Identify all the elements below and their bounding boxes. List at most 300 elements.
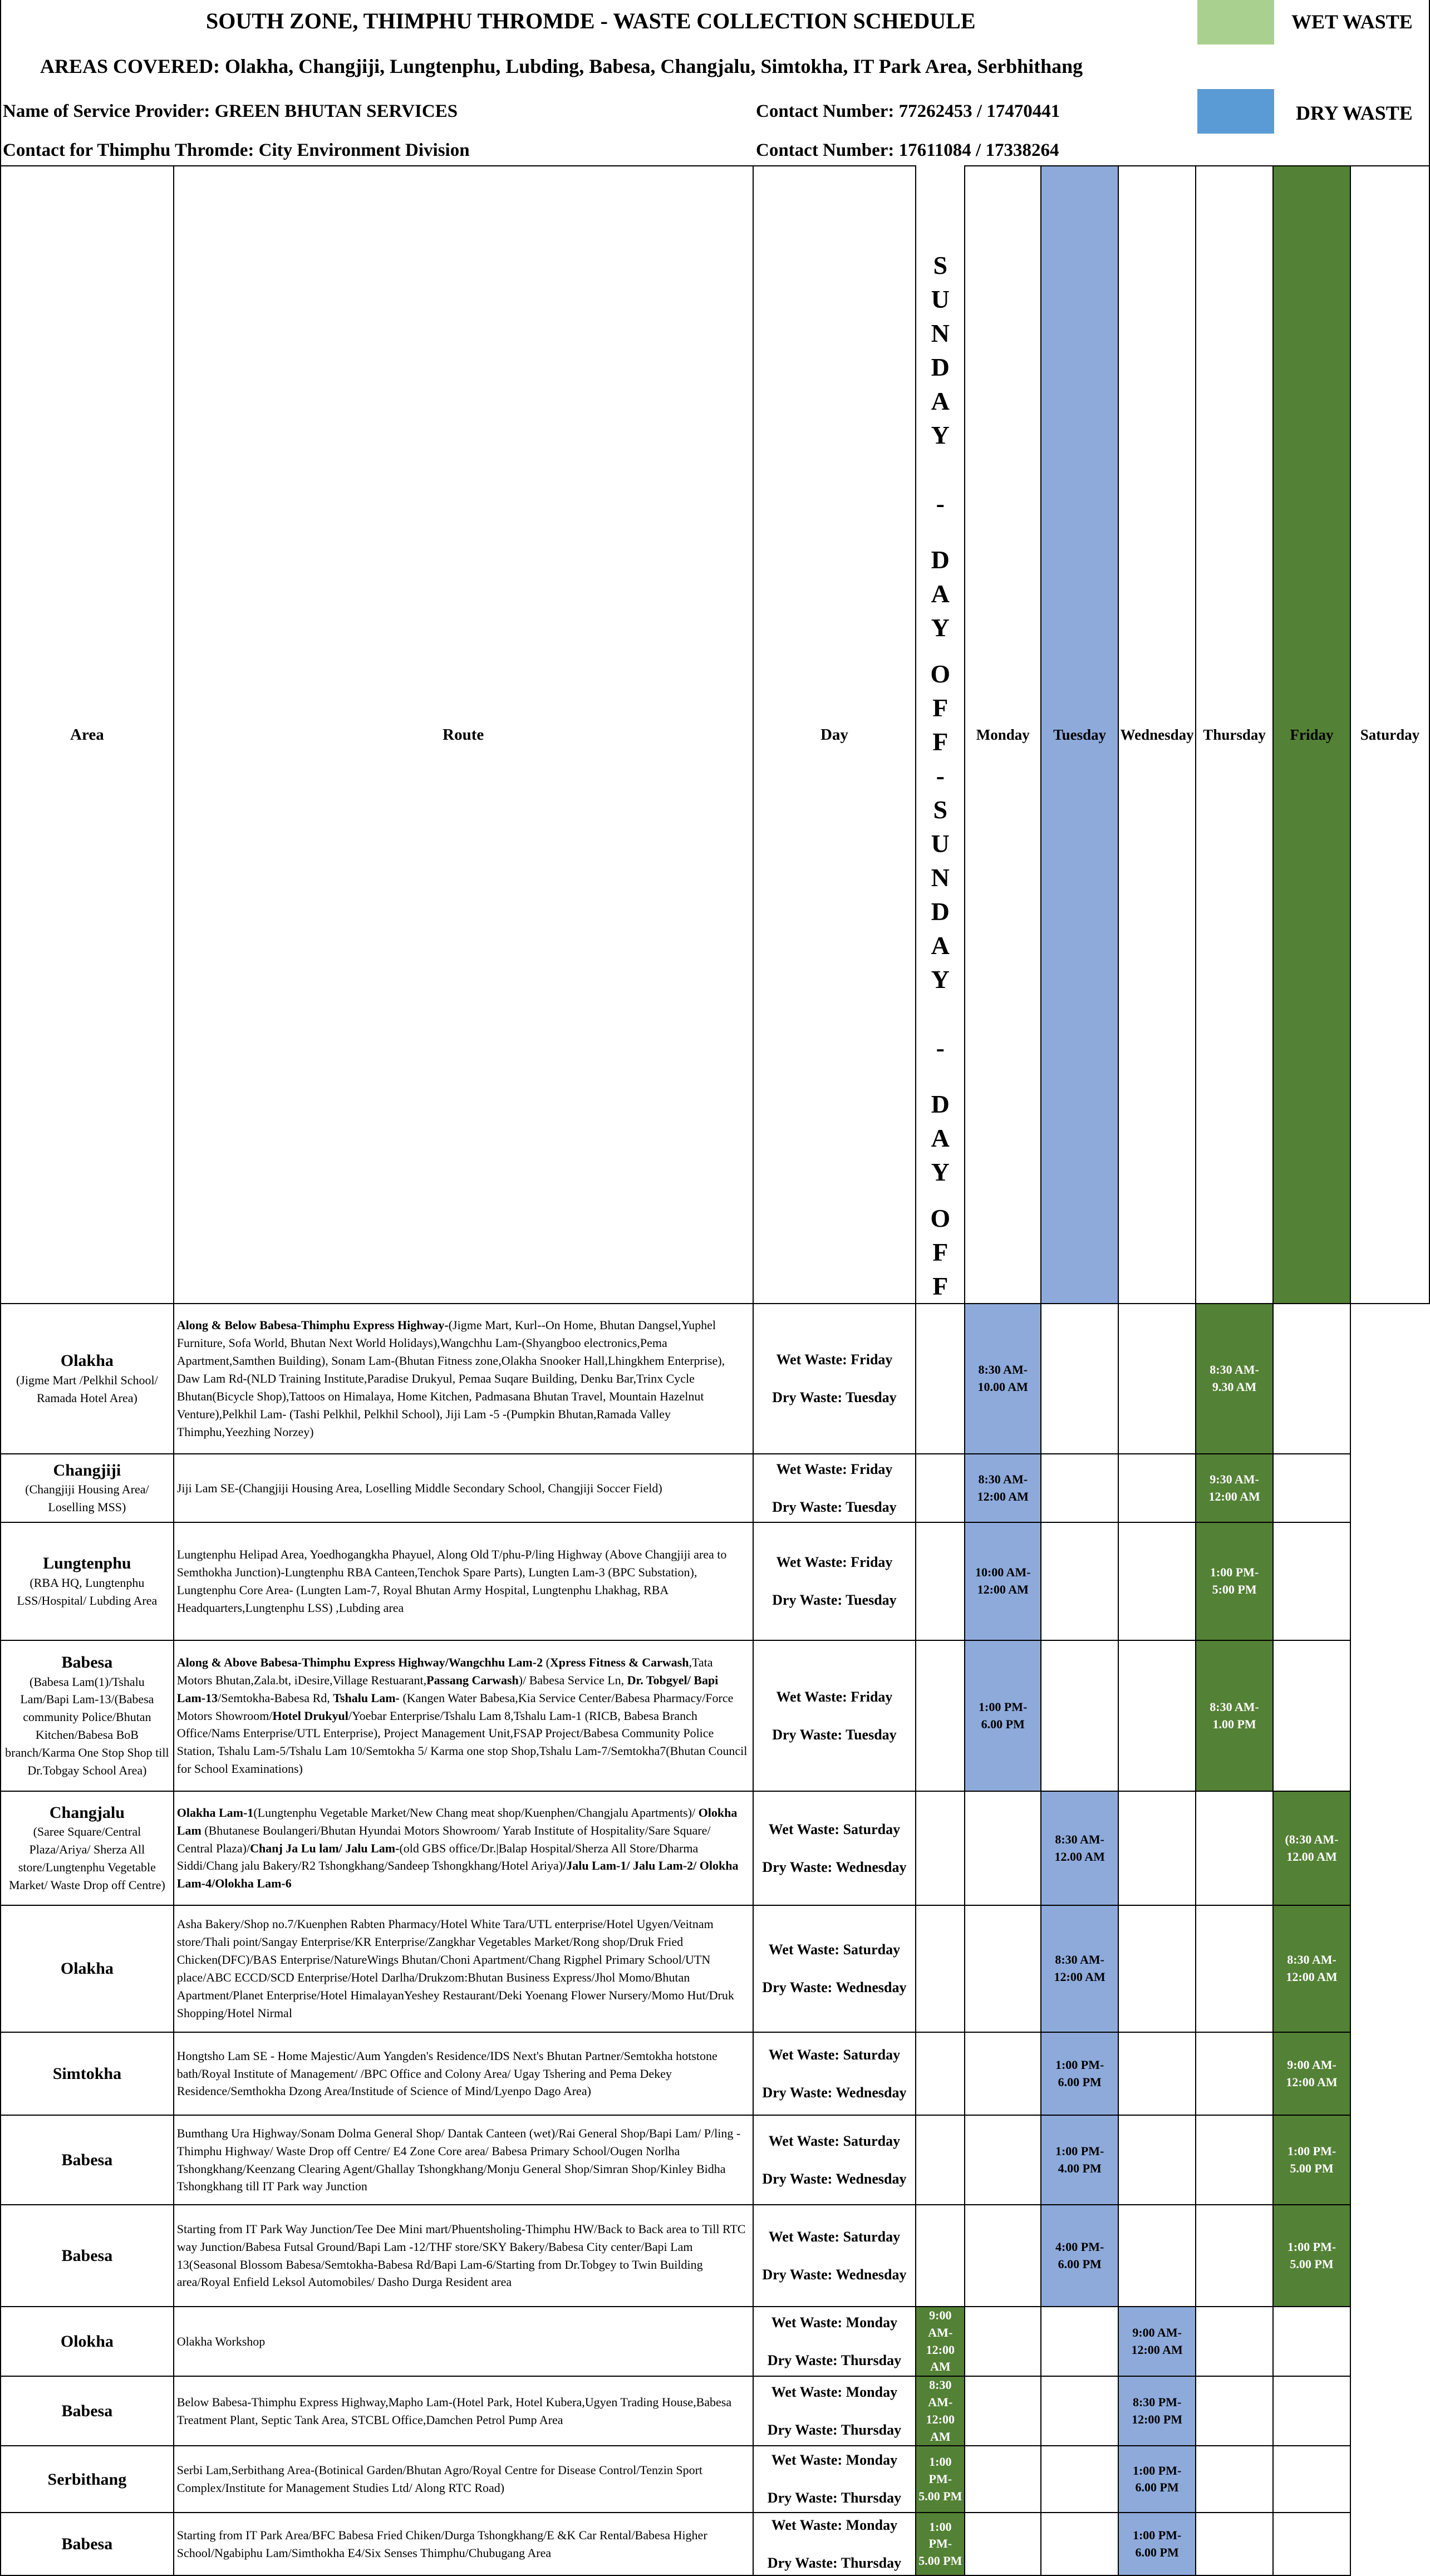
time-slot-monday (916, 1905, 965, 2032)
time-slot-text: 12:00 AM (1286, 2074, 1338, 2089)
time-slot-saturday (1273, 2307, 1350, 2376)
collection-day-cell (753, 1791, 916, 1905)
time-slot-tuesday (965, 2376, 1041, 2446)
route-text: /Semtokha-Babesa Rd, (218, 1690, 333, 1705)
area-cell (1, 2115, 174, 2205)
sunday-banner-letter: D (931, 897, 950, 926)
sunday-banner-letter: U (931, 829, 950, 858)
collection-day-cell (753, 2513, 916, 2575)
area-detail: (Saree Square/Central Plaza/Ariya/ Sherza All store/Lungtenphu Vegetable Market/ Waste Drop off Centre) (8, 1825, 165, 1892)
area-cell (1, 2376, 174, 2446)
time-slot-text: 1:00 PM- (1210, 1565, 1259, 1580)
route-text: Below Babesa-Thimphu Express Highway,Mapho Lam-(Hotel Park, Hotel Kubera,Ugyen Trading House,Babesa Treatment Plant, Septic Tank Area, STCBL Office,Damchen Petrol Pump Area (176, 2395, 732, 2427)
time-slot-tuesday (965, 1522, 1041, 1640)
route-text: /Jalu Lam-1/ Jalu Lam-2/ Olokha Lam-4/Olokha Lam-6 (176, 1859, 739, 1891)
route-text: Chanj Ja Lu lam/ Jalu Lam- (250, 1841, 400, 1855)
time-slot-text: 5:00 PM (1212, 1582, 1257, 1596)
wet-waste-day: Wet Waste: Saturday (768, 2132, 901, 2149)
collection-day-cell (753, 1304, 916, 1454)
route-text: Along & Above Babesa-Thimphu Express Highway/Wangchhu Lam-2 (176, 1655, 543, 1669)
time-slot-text: 6.00 PM (981, 1717, 1025, 1731)
wet-waste-day: Wet Waste: Saturday (768, 1821, 901, 1837)
time-slot-text: 1:00 PM- (1055, 2144, 1104, 2158)
sunday-banner-letter: S (933, 795, 948, 824)
time-slot-saturday (1273, 2032, 1350, 2115)
time-slot-text: 12.00 AM (1054, 1849, 1105, 1864)
time-slot-wednesday (1041, 2446, 1118, 2513)
time-slot-text: 12:00 AM (1286, 1970, 1338, 1984)
route-text: Hotel Drukyul (272, 1708, 348, 1723)
time-slot-saturday (1273, 2205, 1350, 2307)
table-row (1, 2446, 1429, 2513)
frame-left (0, 0, 1, 166)
time-slot-wednesday (1041, 2307, 1118, 2376)
time-slot-friday (1196, 2446, 1273, 2513)
time-slot-tuesday (965, 1791, 1041, 1905)
area-name: Babesa (61, 2535, 113, 2554)
column-header-day: Day (753, 166, 916, 1304)
sunday-banner-letter: - (936, 1034, 945, 1062)
time-slot-thursday (1118, 1905, 1196, 2032)
route-text: Xpress Fitness & Carwash (549, 1655, 689, 1669)
time-slot-text: 1:00 PM- (979, 1699, 1028, 1714)
time-slot-wednesday (1041, 2032, 1118, 2115)
column-header-friday: Friday (1273, 166, 1350, 1304)
dry-waste-legend-label: DRY WASTE (1296, 102, 1413, 124)
wet-waste-day: Wet Waste: Friday (776, 1688, 893, 1705)
sunday-banner-letter: Y (931, 421, 950, 449)
time-slot-friday (1196, 2032, 1273, 2115)
dry-waste-day: Dry Waste: Wednesday (762, 2084, 907, 2101)
route-text: Starting from IT Park Way Junction/Tee Dee Mini mart/Phuentsholing-Thimphu HW/Back to Back area to Till RTC way Junction/Babesa Futsal Ground/Bapi Lam -12/THF store/SKY Bakery/Babesa City center/Bapi Lam 13(Seasonal Blossom Babesa/Semtokha-Babesa Rd/Bapi Lam-6/Starting from Dr.Tobgey to Twin Building area/Royal Enfield Leksol Automobiles/ Dasho Durga Resident area (176, 2221, 746, 2289)
area-name: Babesa (61, 2246, 113, 2265)
sunday-banner-letter: - (936, 489, 945, 518)
time-slot-wednesday (1041, 1304, 1118, 1454)
dry-waste-day: Dry Waste: Thursday (767, 2421, 902, 2438)
route-cell (174, 2513, 753, 2575)
time-slot-text: 1.00 PM (1212, 1717, 1256, 1731)
time-slot-tuesday (965, 1905, 1041, 2032)
sunday-banner-letter: U (931, 285, 950, 313)
sunday-banner-letter: N (931, 863, 950, 892)
collection-day-cell (753, 2032, 916, 2115)
area-name: Olakha (60, 1959, 114, 1978)
route-cell (174, 1522, 753, 1640)
time-slot-thursday (1118, 2307, 1196, 2376)
time-slot-wednesday (1041, 1791, 1118, 1905)
column-header-tuesday: Tuesday (1041, 166, 1118, 1304)
time-slot-saturday (1273, 2513, 1350, 2575)
time-slot-saturday (1273, 2446, 1350, 2513)
time-slot-text: 5.00 PM (918, 2489, 962, 2503)
time-slot-text: 9.30 AM (1212, 1380, 1257, 1394)
time-slot-text: 9:00 AM- (1132, 2325, 1182, 2339)
column-header-thursday: Thursday (1196, 166, 1273, 1304)
table-row (1, 2513, 1429, 2575)
wet-waste-day: Wet Waste: Friday (776, 1461, 893, 1477)
time-slot-wednesday (1041, 1522, 1118, 1640)
time-slot-text: 1:00 PM- (1287, 2239, 1336, 2254)
collection-day-cell (753, 1640, 916, 1791)
collection-day-cell (753, 2205, 916, 2307)
collection-day-cell (753, 2446, 916, 2513)
service-provider-contact: Contact Number: 77262453 / 17470441 (756, 101, 1060, 121)
area-cell (1, 2307, 174, 2376)
time-slot-text: 10.00 AM (977, 1380, 1028, 1394)
wet-waste-day: Wet Waste: Monday (771, 2452, 898, 2469)
sunday-banner-letter: A (931, 579, 950, 608)
area-name: Simtokha (52, 2064, 122, 2083)
time-slot-saturday (1273, 2115, 1350, 2205)
dry-waste-day: Dry Waste: Tuesday (772, 1389, 897, 1405)
sunday-banner-letter: A (931, 931, 950, 960)
dry-waste-day: Dry Waste: Tuesday (772, 1498, 897, 1515)
time-slot-text: 6.00 PM (1135, 2545, 1179, 2559)
route-text: (old GBS office/Dr.|Balap Hospital/Sherza All Store/Dharma Siddi/Chang jalu Bakery/R2 Tshongkhang/Sandeep Tshongkhang/Hotel Ariya) (176, 1841, 699, 1873)
time-slot-wednesday (1041, 2205, 1118, 2307)
time-slot-text: 8:30 AM- (978, 1472, 1028, 1486)
route-text: )/ Babesa Service Ln, (518, 1673, 627, 1687)
wet-waste-day: Wet Waste: Friday (776, 1554, 893, 1570)
time-slot-tuesday (965, 2513, 1041, 2575)
time-slot-thursday (1118, 1640, 1196, 1791)
time-slot-tuesday (965, 2446, 1041, 2513)
time-slot-text: 12:00 AM (926, 2342, 955, 2374)
time-slot-text: 1:00 PM- (1055, 2057, 1104, 2072)
service-provider: Name of Service Provider: GREEN BHUTAN SERVICES (3, 101, 458, 121)
table-row (1, 2205, 1429, 2307)
area-cell (1, 2513, 174, 2575)
time-slot-wednesday (1041, 2513, 1118, 2575)
time-slot-text: 10:00 AM- (975, 1565, 1031, 1580)
wet-waste-day: Wet Waste: Monday (771, 2383, 898, 2400)
sunday-banner-letter: S (933, 251, 948, 279)
table-row (1, 1905, 1429, 2032)
areas-covered: AREAS COVERED: Olakha, Changjiji, Lungtenphu, Lubding, Babesa, Changjalu, Simtokha, IT Park Area, Serbhithang (40, 55, 1083, 77)
wet-waste-day: Wet Waste: Friday (776, 1351, 893, 1368)
route-text: (Lungtenphu Vegetable Market/New Chang meat shop/Kuenphen/Changjalu Apartments)/ (253, 1805, 699, 1820)
area-name: Olokha (60, 2332, 114, 2351)
route-cell (174, 1905, 753, 2032)
sunday-banner-letter: D (931, 1090, 950, 1118)
time-slot-thursday (1118, 2446, 1196, 2513)
time-slot-wednesday (1041, 1640, 1118, 1791)
sunday-day-off-banner (916, 166, 965, 1304)
sunday-banner-letter: A (931, 387, 950, 415)
route-cell (174, 2205, 753, 2307)
dry-waste-day: Dry Waste: Thursday (767, 2490, 902, 2506)
time-slot-friday (1196, 2115, 1273, 2205)
sunday-banner-letter: D (931, 353, 950, 381)
wet-waste-day: Wet Waste: Monday (771, 2516, 898, 2533)
route-cell (174, 1640, 753, 1791)
time-slot-text: 1:00 PM- (928, 2519, 952, 2551)
time-slot-text: 8:30 PM- (1132, 2395, 1182, 2409)
collection-day-cell (753, 2307, 916, 2376)
route-cell (174, 1304, 753, 1454)
time-slot-text: 12:00 AM (1208, 1489, 1260, 1503)
collection-day-cell (753, 1905, 916, 2032)
wet-waste-day: Wet Waste: Saturday (768, 2228, 901, 2245)
route-text: Dr. Tobgyel/ Bapi Lam-13 (176, 1673, 719, 1705)
collection-day-cell (753, 1454, 916, 1522)
time-slot-saturday (1273, 1304, 1350, 1454)
time-slot-monday (916, 2376, 965, 2446)
time-slot-text: 5.00 PM (918, 2554, 962, 2568)
area-name: Babesa (61, 2150, 113, 2169)
thromde-contact-number: Contact Number: 17611084 / 17338264 (756, 140, 1059, 160)
sunday-banner-letter: Y (931, 965, 950, 994)
route-text: ,Tata Motors Bhutan,Zala.bt, iDesire,Village Restuarant, (176, 1655, 713, 1687)
table-row (1, 2307, 1429, 2376)
area-cell (1, 1791, 174, 1905)
time-slot-wednesday (1041, 1905, 1118, 2032)
sunday-banner-letter: F (932, 1272, 949, 1300)
time-slot-tuesday (965, 2032, 1041, 2115)
collection-day-cell (753, 2376, 916, 2446)
time-slot-tuesday (965, 2205, 1041, 2307)
column-header-route: Route (174, 166, 753, 1304)
thromde-contact-label: Contact for Thimphu Thromde: City Environment Division (3, 140, 470, 160)
area-cell (1, 1905, 174, 2032)
table-row (1, 2376, 1429, 2446)
route-cell (174, 1791, 753, 1905)
time-slot-thursday (1118, 1304, 1196, 1454)
time-slot-tuesday (965, 2115, 1041, 2205)
area-cell (1, 2205, 174, 2307)
time-slot-monday (916, 1304, 965, 1454)
time-slot-text: 12:00 AM (1131, 2342, 1183, 2357)
time-slot-monday (916, 1640, 965, 1791)
route-text: Jiji Lam SE-(Changjiji Housing Area, Loselling Middle Secondary School, Changjiji Soccer Field) (176, 1481, 662, 1495)
table-row (1, 1640, 1429, 1791)
area-name: Lungtenphu (43, 1554, 131, 1573)
route-text: Serbi Lam,Serbithang Area-(Botinical Garden/Bhutan Agro/Royal Centre for Disease Control/Tenzin Sport Complex/Institute for Management Studies Ltd/ Along RTC Road) (176, 2463, 703, 2495)
sunday-banner-letter: Y (931, 613, 950, 642)
time-slot-thursday (1118, 1522, 1196, 1640)
time-slot-friday (1196, 1640, 1273, 1791)
column-header-saturday: Saturday (1350, 166, 1429, 1304)
route-text: Along & Below Babesa-Thimphu Express Highway- (176, 1318, 449, 1333)
time-slot-text: 1:00 PM- (1287, 2144, 1336, 2158)
dry-waste-swatch (1197, 89, 1274, 134)
time-slot-text: 4.00 PM (1058, 2161, 1102, 2175)
time-slot-text: 12:00 AM (1054, 1970, 1105, 1984)
sunday-banner-letter: F (932, 694, 949, 722)
time-slot-thursday (1118, 1454, 1196, 1522)
time-slot-friday (1196, 1791, 1273, 1905)
time-slot-monday (916, 2513, 965, 2575)
sunday-banner-letter: - (936, 761, 945, 790)
time-slot-saturday (1273, 1640, 1350, 1791)
area-name: Changjalu (49, 1803, 125, 1822)
route-text: (Kangen Water Babesa,Kia Service Center/Babesa Pharmacy/Force Motors Showroom/ (176, 1690, 734, 1723)
time-slot-tuesday (965, 1454, 1041, 1522)
route-text: /Yoebar Enterprise/Tshalu Lam 8,Tshalu Lam-1 (RICB, Babesa Branch Office/Nams Enterprise/UTL Enterprise), Project Management Unit,FSAP Project/Babesa Community Police Station, Tshalu Lam-5/Tshalu Lam 10/Semtokha 5/ Karma one stop Shop,Tshalu Lam-7/Semtokha7(Bhutan Council for School Examinations) (176, 1708, 748, 1776)
route-text: Tshalu Lam- (333, 1690, 400, 1705)
schedule-table (0, 165, 1430, 2576)
time-slot-text: 5.00 PM (1290, 2161, 1334, 2175)
route-cell (174, 2376, 753, 2446)
dry-waste-day: Dry Waste: Tuesday (772, 1726, 897, 1743)
column-header-area: Area (1, 166, 174, 1304)
time-slot-text: 8:30 AM- (978, 1363, 1028, 1377)
area-name: Serbithang (47, 2470, 127, 2489)
time-slot-monday (916, 2446, 965, 2513)
area-cell (1, 1522, 174, 1640)
time-slot-monday (916, 1791, 965, 1905)
time-slot-friday (1196, 1304, 1273, 1454)
wet-waste-swatch (1197, 0, 1274, 45)
column-header-monday: Monday (965, 166, 1041, 1304)
sunday-banner-letter: F (932, 1238, 949, 1266)
time-slot-text: 1:00 PM- (1132, 2463, 1182, 2477)
sunday-banner-letter: O (930, 1204, 951, 1232)
time-slot-tuesday (965, 1304, 1041, 1454)
area-cell (1, 2032, 174, 2115)
route-cell (174, 2115, 753, 2205)
time-slot-tuesday (965, 2307, 1041, 2376)
time-slot-wednesday (1041, 1454, 1118, 1522)
time-slot-saturday (1273, 1905, 1350, 2032)
time-slot-text: 8:30 AM- (1210, 1699, 1259, 1714)
area-detail: (Babesa Lam(1)/Tshalu Lam/Bapi Lam-13/(Babesa community Police/Bhutan Kitchen/Babesa BoB branch/Karma One Stop Shop till Dr.Tobgay School Area) (5, 1674, 169, 1778)
time-slot-thursday (1118, 2115, 1196, 2205)
route-cell (174, 2446, 753, 2513)
time-slot-text: 6.00 PM (1058, 2074, 1102, 2089)
sunday-banner-letter: A (931, 1124, 950, 1152)
time-slot-text: 5.00 PM (1290, 2257, 1334, 2271)
route-text: Asha Bakery/Shop no.7/Kuenphen Rabten Pharmacy/Hotel White Tara/UTL enterprise/Hotel Ugyen/Veitnam store/Thali point/Sangay Enterprise/KR Enterprise/Zangkhar Vegetables Market/Rong shop/Druk Fried Chicken(DFC)/BAS Enterprise/NatureWings Bhutan/Choni Apartment/Chang Rigphel Primary School/UTN place/ABC ECCD/SCD Enterprise/Hotel Darlha/Drukzom:Bhutan Business Express/Jhol Momo/Bhutan Apartment/Planet Enterprise/Hotel HimalayanYeshey Restaurant/Deki Yoenang Flower Nursery/Momo Hut/Druk Shopping/Hotel Nirmal (176, 1917, 734, 2020)
time-slot-text: 9:00 AM- (928, 2308, 953, 2339)
time-slot-text: 9:30 AM- (1210, 1472, 1259, 1486)
wet-waste-day: Wet Waste: Saturday (768, 1941, 901, 1958)
time-slot-text: 8:30 AM- (1210, 1363, 1259, 1377)
dry-waste-day: Dry Waste: Wednesday (762, 1859, 907, 1875)
time-slot-thursday (1118, 2205, 1196, 2307)
time-slot-text: 12:00 AM (977, 1489, 1029, 1503)
wet-waste-legend-label: WET WASTE (1291, 11, 1413, 33)
dry-waste-day: Dry Waste: Thursday (767, 2352, 902, 2368)
time-slot-text: (8:30 AM- (1285, 1832, 1339, 1846)
time-slot-text: 9:00 AM- (1287, 2057, 1336, 2072)
time-slot-text: 4:00 PM- (1055, 2239, 1104, 2254)
table-row (1, 1304, 1429, 1454)
area-name: Babesa (61, 1653, 113, 1672)
time-slot-friday (1196, 1522, 1273, 1640)
time-slot-monday (916, 2307, 965, 2376)
time-slot-saturday (1273, 2376, 1350, 2446)
dry-waste-day: Dry Waste: Wednesday (762, 2170, 907, 2187)
time-slot-text: 12.00 AM (1286, 1849, 1337, 1864)
route-text: ( (543, 1655, 550, 1669)
collection-day-cell (753, 2115, 916, 2205)
time-slot-thursday (1118, 2032, 1196, 2115)
table-row (1, 2032, 1429, 2115)
area-name: Babesa (61, 2402, 113, 2421)
table-row (1, 2115, 1429, 2205)
area-name: Changjiji (53, 1461, 121, 1479)
route-text: Hongtsho Lam SE - Home Majestic/Aum Yangden's Residence/IDS Next's Bhutan Partner/Semtokha hotstone bath/Royal Institute of Management/ /BPC Office and Colony Area/ Ugay Tshering and Pema Dekey Residence/Semthokha Dzong Area/Institude of Science of Mind/Lyenpo Dago Area) (176, 2048, 718, 2098)
route-cell (174, 1454, 753, 1522)
time-slot-monday (916, 1522, 965, 1640)
area-name: Olakha (60, 1351, 114, 1370)
time-slot-text: 8:30 AM- (928, 2378, 953, 2409)
time-slot-thursday (1118, 1791, 1196, 1905)
area-cell (1, 1304, 174, 1454)
time-slot-friday (1196, 1905, 1273, 2032)
dry-waste-day: Dry Waste: Wednesday (762, 1979, 907, 1995)
time-slot-text: 8:30 AM- (1055, 1832, 1104, 1846)
time-slot-text: 12:00 PM (1132, 2412, 1183, 2426)
wet-waste-day: Wet Waste: Saturday (768, 2046, 901, 2063)
sunday-banner-letter: O (930, 660, 951, 688)
route-text: Bumthang Ura Highway/Sonam Dolma General Shop/ Dantak Canteen (wet)/Rai General Shop/Bapi Lam/ P/ling -Thimphu Highway/ Waste Drop off Centre/ E4 Zone Core area/ Babesa Primary School/Ougen Norlha Tshongkhang/Keenzang Clearing Agent/Ghallay Tshongkhang/Monju General Shop/Simran Shop/Kinley Bidha Tshongkhang till IT Park way Junction (176, 2126, 741, 2194)
time-slot-saturday (1273, 1522, 1350, 1640)
time-slot-text: 1:00 PM- (928, 2455, 952, 2486)
time-slot-monday (916, 2205, 965, 2307)
area-detail: (Jigme Mart /Pelkhil School/ Ramada Hotel Area) (16, 1373, 158, 1405)
time-slot-thursday (1118, 2513, 1196, 2575)
dry-waste-day: Dry Waste: Tuesday (772, 1592, 897, 1608)
wet-waste-day: Wet Waste: Monday (771, 2314, 898, 2331)
area-cell (1, 1640, 174, 1791)
dry-waste-day: Dry Waste: Thursday (767, 2554, 902, 2571)
sunday-banner-letter: Y (931, 1158, 950, 1186)
time-slot-saturday (1273, 1791, 1350, 1905)
time-slot-text: 6.00 PM (1135, 2480, 1179, 2495)
time-slot-monday (916, 1454, 965, 1522)
area-detail: (Changjiji Housing Area/ Loselling MSS) (25, 1482, 149, 1515)
time-slot-thursday (1118, 2376, 1196, 2446)
table-row (1, 1454, 1429, 1522)
time-slot-text: 12:00 AM (977, 1582, 1029, 1596)
time-slot-wednesday (1041, 2376, 1118, 2446)
sunday-banner-letter: F (932, 727, 949, 756)
time-slot-wednesday (1041, 2115, 1118, 2205)
route-text: (Jigme Mart, Kurl--On Home, Bhutan Dangsel,Yuphel Furniture, Sofa World, Bhutan Next World Holidays),Wangchhu Lam-(Shyangboo electronics,Pema Apartment,Samthen Building), Sonam Lam-(Bhutan Fitness zone,Olakha Snooker Hall,Lhingkhem Enterprise), Daw Lam Rd-(NLD Training Institute,Paradise Drukyul, Pemaa Suqare Building, Denku Bar,Trinx Cycle Bhutan(Bicycle Shop),Tattoos on Himalaya, Home Kitchen, Padmasana Bhutan Travel, Mountain Hazelnut Venture),Pelkhil Lam- (Tashi Pelkhil, Pelkhil School), Jiji Lam -5 -(Pumpkin Bhutan,Ramada Valley Thimphu,Yeezhing Norzey) (176, 1318, 725, 1439)
time-slot-friday (1196, 2205, 1273, 2307)
sunday-banner-letter: D (931, 545, 950, 574)
route-cell (174, 2307, 753, 2376)
time-slot-friday (1196, 2513, 1273, 2575)
route-text: Starting from IT Park Area/BFC Babesa Fried Chiken/Durga Tshongkhang/E &K Car Rental/Babesa Higher School/Ngabiphu Lam/Simthokha E4/Six Senses Thimphu/Chubugang Area (176, 2528, 707, 2560)
collection-day-cell (753, 1522, 916, 1640)
column-header-row (1, 166, 1429, 1304)
time-slot-text: 1:00 PM- (1132, 2528, 1182, 2543)
route-text: Lungtenphu Helipad Area, Yoedhogangkha Phayuel, Along Old T/phu-P/ling Highway (Above Changjiji area to Semthokha Junction)-Lungtenphu RBA Canteen,Tenchok Spare Parts), Lungten Lam-3 (BPC Substation), Lungtenphu Core Area- (Lungten Lam-7, Royal Bhutan Army Hospital, Lungtenphu Lhakhag, RBA Headquarters,Lungtenphu LSS) ,Lubding area (176, 1547, 727, 1615)
sunday-banner-letter: N (931, 319, 950, 347)
time-slot-text: 8:30 AM- (1055, 1953, 1104, 1967)
route-text: (Bhutanese Boulangeri/Bhutan Hyundai Motors Showroom/ Yarab Institute of Hospitality/Sare Square/ Central Plaza)/ (176, 1823, 711, 1855)
page-title: SOUTH ZONE, THIMPHU THROMDE - WASTE COLLECTION SCHEDULE (206, 8, 976, 33)
area-cell (1, 2446, 174, 2513)
time-slot-text: 12:00 AM (926, 2412, 955, 2444)
route-cell (174, 2032, 753, 2115)
table-row (1, 1522, 1429, 1640)
time-slot-monday (916, 2032, 965, 2115)
time-slot-text: 6.00 PM (1058, 2257, 1102, 2271)
route-text: Olakha Lam-1 (176, 1805, 254, 1820)
route-text: Olakha Workshop (176, 2334, 266, 2348)
time-slot-text: 8:30 AM- (1287, 1953, 1336, 1967)
time-slot-saturday (1273, 1454, 1350, 1522)
area-cell (1, 1454, 174, 1522)
area-detail: (RBA HQ, Lungtenphu LSS/Hospital/ Lubding Area (17, 1575, 158, 1607)
route-text: Olokha Lam (176, 1805, 738, 1837)
time-slot-friday (1196, 1454, 1273, 1522)
column-header-wednesday: Wednesday (1118, 166, 1196, 1304)
